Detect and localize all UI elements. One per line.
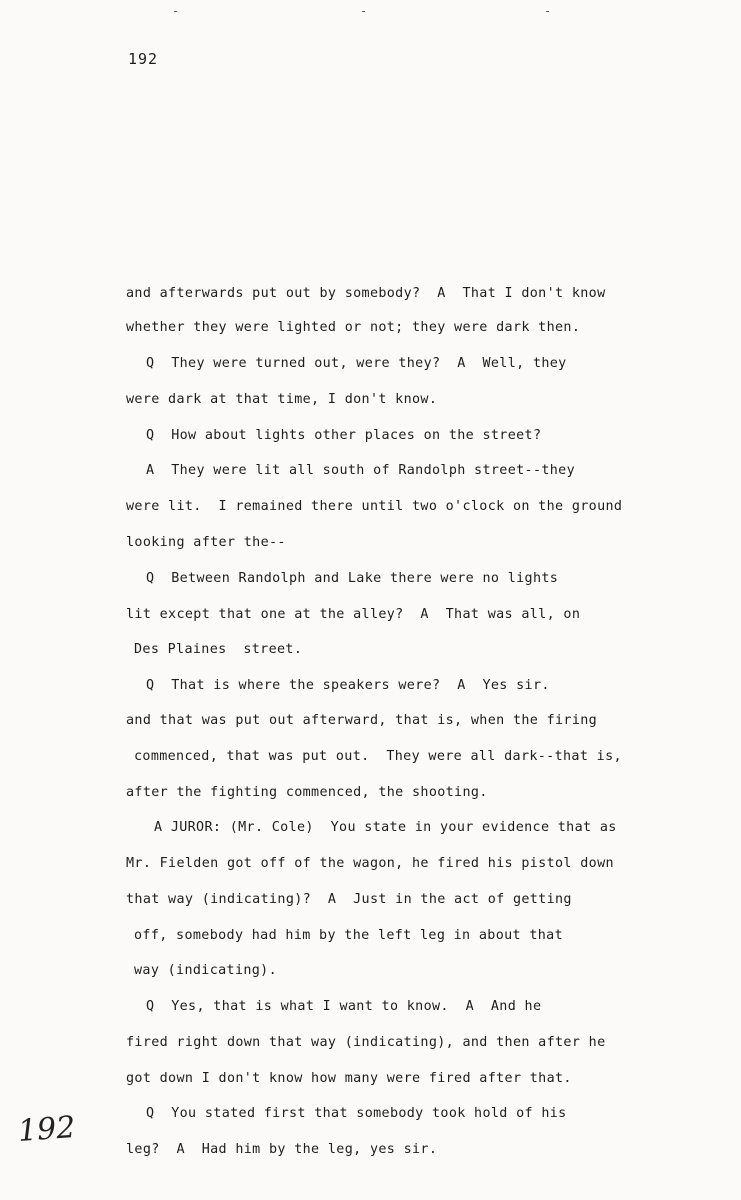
handwritten-page-number: 192: [16, 1110, 77, 1149]
transcript-line: Des Plaines street.: [134, 642, 303, 657]
transcript-line: Q You stated first that somebody took hold of his: [146, 1106, 567, 1121]
transcript-line: got down I don't know how many were fired after that.: [126, 1071, 572, 1086]
transcript-line: were lit. I remained there until two o'clock on the ground: [126, 499, 623, 514]
transcript-line: A JUROR: (Mr. Cole) You state in your evidence that as: [154, 820, 617, 835]
transcript-line: Q They were turned out, were they? A Well, they: [146, 356, 567, 371]
transcript-line: after the fighting commenced, the shooting.: [126, 785, 488, 800]
transcript-line: A They were lit all south of Randolph street--they: [146, 463, 576, 478]
transcript-line: Mr. Fielden got off of the wagon, he fired his pistol down: [126, 856, 614, 871]
page-number: 192: [128, 50, 159, 68]
transcript-line: off, somebody had him by the left leg in about that: [134, 928, 564, 943]
transcript-line: and that was put out afterward, that is, when the firing: [126, 713, 598, 728]
transcript-line: looking after the--: [126, 535, 286, 550]
transcript-line: whether they were lighted or not; they were dark then.: [126, 320, 581, 335]
transcript-line: and afterwards put out by somebody? A That I don't know: [126, 286, 606, 301]
transcript-line: lit except that one at the alley? A That was all, on: [126, 607, 581, 622]
transcript-line: were dark at that time, I don't know.: [126, 392, 438, 407]
punch-mark-left: -: [172, 4, 180, 18]
transcript-line: fired right down that way (indicating), and then after he: [126, 1035, 606, 1050]
transcript-line: way (indicating).: [134, 963, 278, 978]
punch-mark-center: -: [360, 4, 368, 18]
punch-mark-right: -: [544, 4, 552, 18]
transcript-line: that way (indicating)? A Just in the act of getting: [126, 892, 572, 907]
transcript-line: Q That is where the speakers were? A Yes sir.: [146, 678, 550, 693]
transcript-line: Q How about lights other places on the street?: [146, 428, 542, 443]
transcript-line: Q Between Randolph and Lake there were no lights: [146, 571, 559, 586]
transcript-line: leg? A Had him by the leg, yes sir.: [126, 1142, 438, 1157]
transcript-line: commenced, that was put out. They were all dark--that is,: [134, 749, 622, 764]
transcript-line: Q Yes, that is what I want to know. A And he: [146, 999, 542, 1014]
